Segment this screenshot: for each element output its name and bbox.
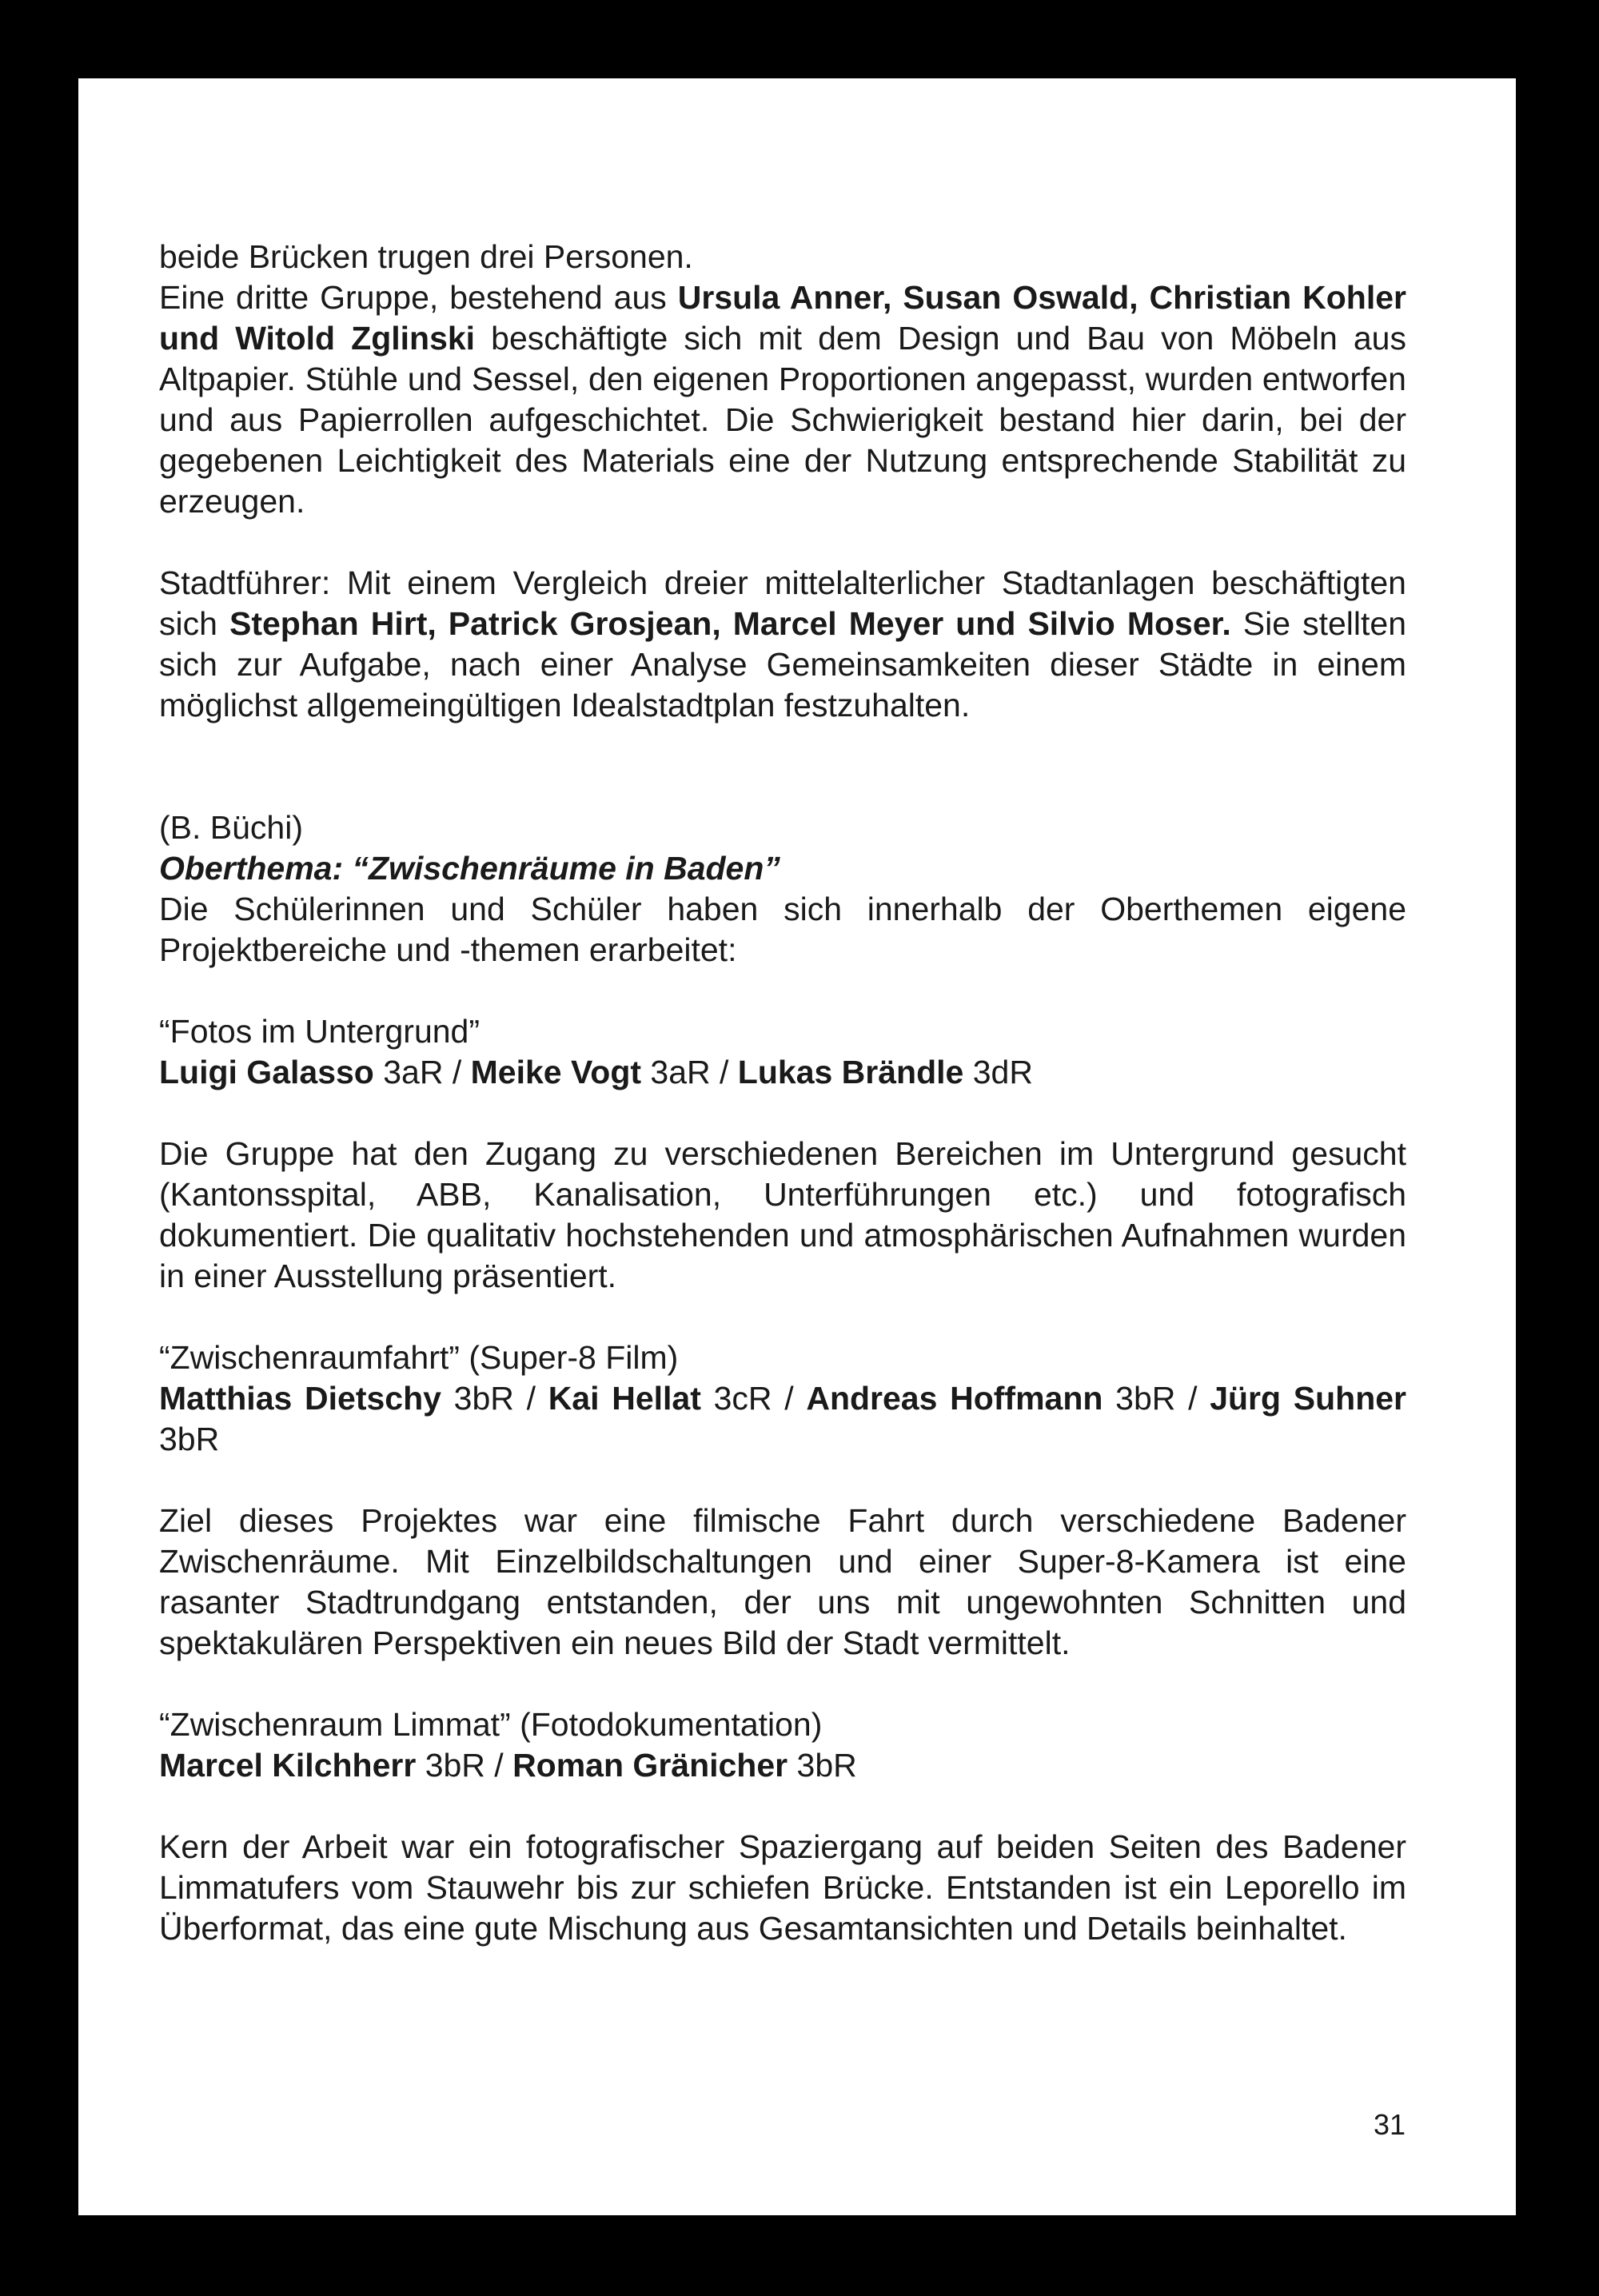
intro-paragraph: Die Schülerinnen und Schüler haben sich innerhalb der Oberthemen eigene Projektbereiche und -themen erarbeitet: — [159, 891, 1406, 968]
project-members-zwischenraumfahrt: Matthias Dietschy 3bR / Kai Hellat 3cR / Andreas Hoffmann 3bR / Jürg Suhner 3bR — [159, 1380, 1407, 1457]
author-label: (B. Büchi) — [159, 809, 303, 846]
paragraph-stadtfuehrer: Stadtführer: Mit einem Vergleich dreier mittelalterlicher Stadtanlagen beschäftigten sich Stephan Hirt, Patrick Grosjean, Marcel Meyer und Silvio Moser. Sie stellten sich zur Aufgabe, nach einer Analyse Gemeinsamkeiten dieser Städte in einem möglichst allgemeingültigen Idealstadtplan festzuhalten. — [159, 564, 1407, 723]
paragraph-bridges: beide Brücken trugen drei Personen. — [159, 238, 693, 275]
project-title-limmat: “Zwischenraum Limmat” (Fotodokumentation) — [159, 1706, 823, 1743]
project-desc-fotos: Die Gruppe hat den Zugang zu verschiedenen Bereichen im Untergrund gesucht (Kantonsspital, ABB, Kanalisation, Unterführungen etc.) und fotografisch dokumentiert. Die qualitativ hochstehenden und atmosphärischen Aufnahmen wurden in einer Ausstellung präsentiert. — [159, 1135, 1406, 1294]
project-title-fotos: “Fotos im Untergrund” — [159, 1013, 480, 1050]
document-page — [78, 78, 1516, 2215]
stadtfuehrer-names: Stephan Hirt, Patrick Grosjean, Marcel Meyer und Silvio Moser. — [229, 605, 1231, 642]
body-text — [159, 237, 1406, 1949]
project-members-limmat: Marcel Kilchherr 3bR / Roman Gränicher 3bR — [159, 1747, 857, 1784]
project-members-fotos: Luigi Galasso 3aR / Meike Vogt 3aR / Lukas Brändle 3dR — [159, 1054, 1033, 1090]
project-desc-zwischenraumfahrt: Ziel dieses Projektes war eine filmische Fahrt durch verschiedene Badener Zwischenräume. Mit Einzelbildschaltungen und einer Super-8-Kamera ist eine rasanter Stadtrundgang entstanden, der uns mit ungewohnten Schnitten und spektakulären Perspektiven ein neues Bild der Stadt vermittelt. — [159, 1502, 1406, 1661]
page-number: 31 — [1373, 2108, 1406, 2141]
project-title-zwischenraumfahrt: “Zwischenraumfahrt” (Super-8 Film) — [159, 1339, 679, 1376]
furniture-group-names: Ursula Anner, Susan Oswald, Christian Kohler und Witold Zglinski — [159, 279, 1406, 357]
project-desc-limmat: Kern der Arbeit war ein fotografischer Spaziergang auf beiden Seiten des Badener Limmatufers vom Stauwehr bis zur schiefen Brücke. Entstanden ist ein Leporello im Überformat, das eine gute Mischung aus Gesamtansichten und Details beinhaltet. — [159, 1828, 1406, 1947]
paragraph-furniture-group: Eine dritte Gruppe, bestehend aus Ursula Anner, Susan Oswald, Christian Kohler und Witold Zglinski beschäftigte sich mit dem Design und Bau von Möbeln aus Altpapier. Stühle und Sessel, den eigenen Proportionen angepasst, wurden entworfen und aus Papierrollen aufgeschichtet. Die Schwierigkeit bestand hier darin, bei der gegebenen Leichtigkeit des Materials eine der Nutzung entsprechende Stabilität zu erzeugen. — [159, 279, 1406, 520]
oberthema-heading: Oberthema: “Zwischenräume in Baden” — [159, 850, 780, 887]
